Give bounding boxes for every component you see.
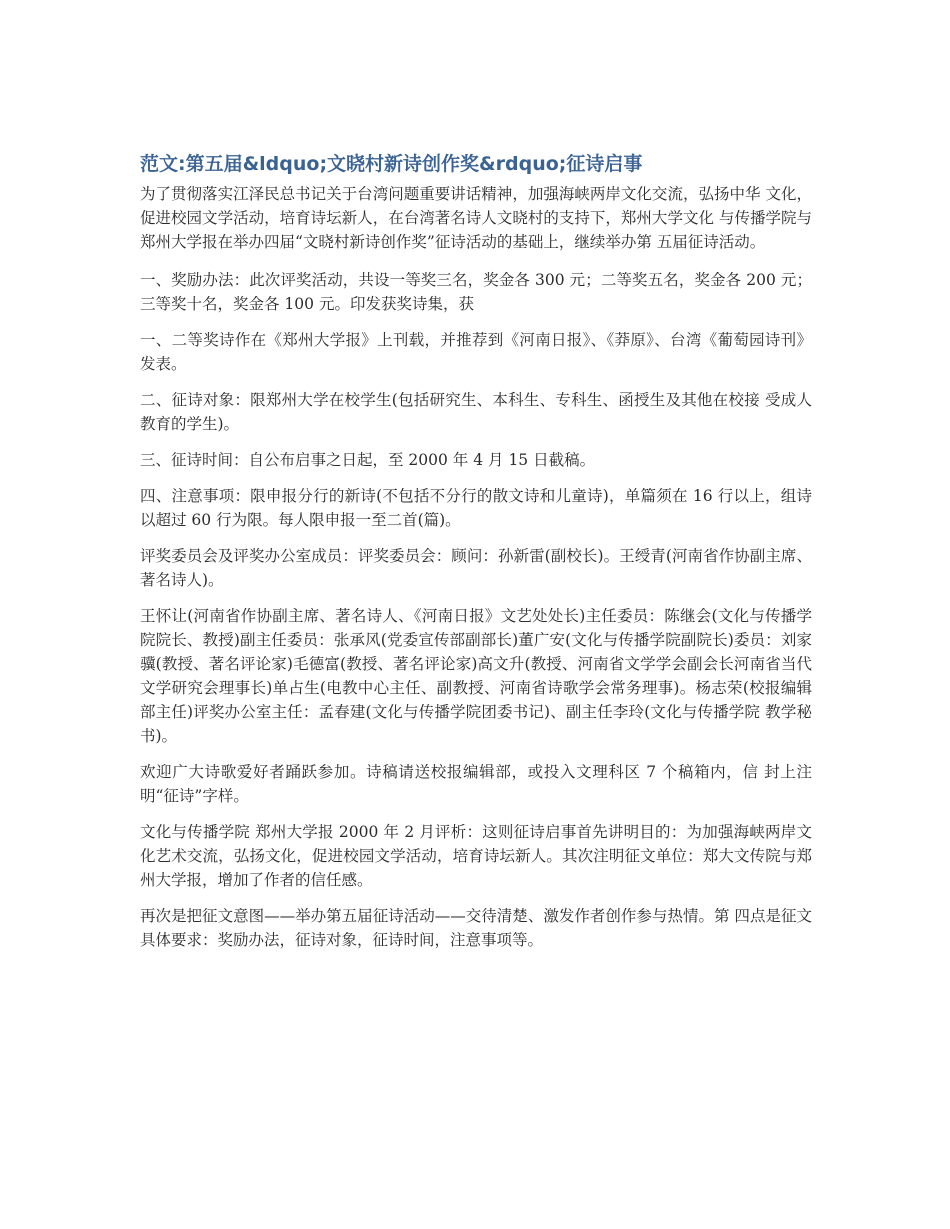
paragraph-analysis-continued: 再次是把征文意图——举办第五届征诗活动——交待清楚、激发作者创作参与热情。第 四点是征文具体要求：奖励办法，征诗对象，征诗时间，注意事项等。	[140, 907, 812, 949]
document-title: 范文:第五届&ldquo;文晓村新诗创作奖&rdquo;征诗启事	[140, 153, 643, 175]
paragraph-submission: 欢迎广大诗歌爱好者踊跃参加。诗稿请送校报编辑部，或投入文理科区 7 个稿箱内，信 封上注明“征诗”字样。	[140, 763, 812, 805]
paragraph-committee: 评奖委员会及评奖办公室成员：评奖委员会：顾问：孙新雷(副校长)。王绶青(河南省作协副主席、著名诗人)。	[140, 547, 812, 589]
paragraph-publication: 一、二等奖诗作在《郑州大学报》上刊载，并推荐到《河南日报》、《莽原》、台湾《葡萄园诗刊》发表。	[140, 331, 812, 373]
paragraph-eligibility: 二、征诗对象：限郑州大学在校学生(包括研究生、本科生、专科生、函授生及其他在校接 受成人教育的学生)。	[140, 391, 812, 433]
paragraph-deadline: 三、征诗时间：自公布启事之日起，至 2000 年 4 月 15 日截稿。	[140, 451, 596, 469]
paragraph-analysis: 文化与传播学院 郑州大学报 2000 年 2 月评析：这则征诗启事首先讲明目的：为加强海峡两岸文化艺术交流，弘扬文化，促进校园文学活动，培育诗坛新人。其次注明征文单位：郑大文传院与郑州大学报，增加了作者的信任感。	[140, 823, 812, 889]
paragraph-committee-members: 王怀让(河南省作协副主席、著名诗人、《河南日报》文艺处处长)主任委员：陈继会(文化与传播学院院长、教授)副主任委员：张承风(党委宣传部副部长)董广安(文化与传播学院副院长)委员：刘家骥(教授、著名评论家)毛德富(教授、著名评论家)高文升(教授、河南省文学学会副会长河南省当代文学研究会理事长)单占生(电教中心主任、副教授、河南省诗歌学会常务理事)。杨志荣(校报编辑部主任)评奖办公室主任：孟春建(文化与传播学院团委书记)、副主任李玲(文化与传播学院 教学秘书)。	[140, 607, 812, 745]
paragraph-intro: 为了贯彻落实江泽民总书记关于台湾问题重要讲话精神，加强海峡两岸文化交流，弘扬中华 文化，促进校园文学活动，培育诗坛新人，在台湾著名诗人文晓村的支持下，郑州大学文化 与传播学院与郑州大学报在举办四届“文晓村新诗创作奖”征诗活动的基础上，继续举办第 五届征诗活动。	[140, 185, 812, 251]
paragraph-rewards: 一、奖励办法：此次评奖活动，共设一等奖三名，奖金各 300 元；二等奖五名，奖金各 200 元；三等奖十名，奖金各 100 元。印发获奖诗集，获	[140, 271, 812, 313]
paragraph-notes: 四、注意事项：限申报分行的新诗(不包括不分行的散文诗和儿童诗)，单篇须在 16 行以上，组诗以超过 60 行为限。每人限申报一至二首(篇)。	[140, 487, 812, 529]
document-page	[140, 150, 812, 964]
